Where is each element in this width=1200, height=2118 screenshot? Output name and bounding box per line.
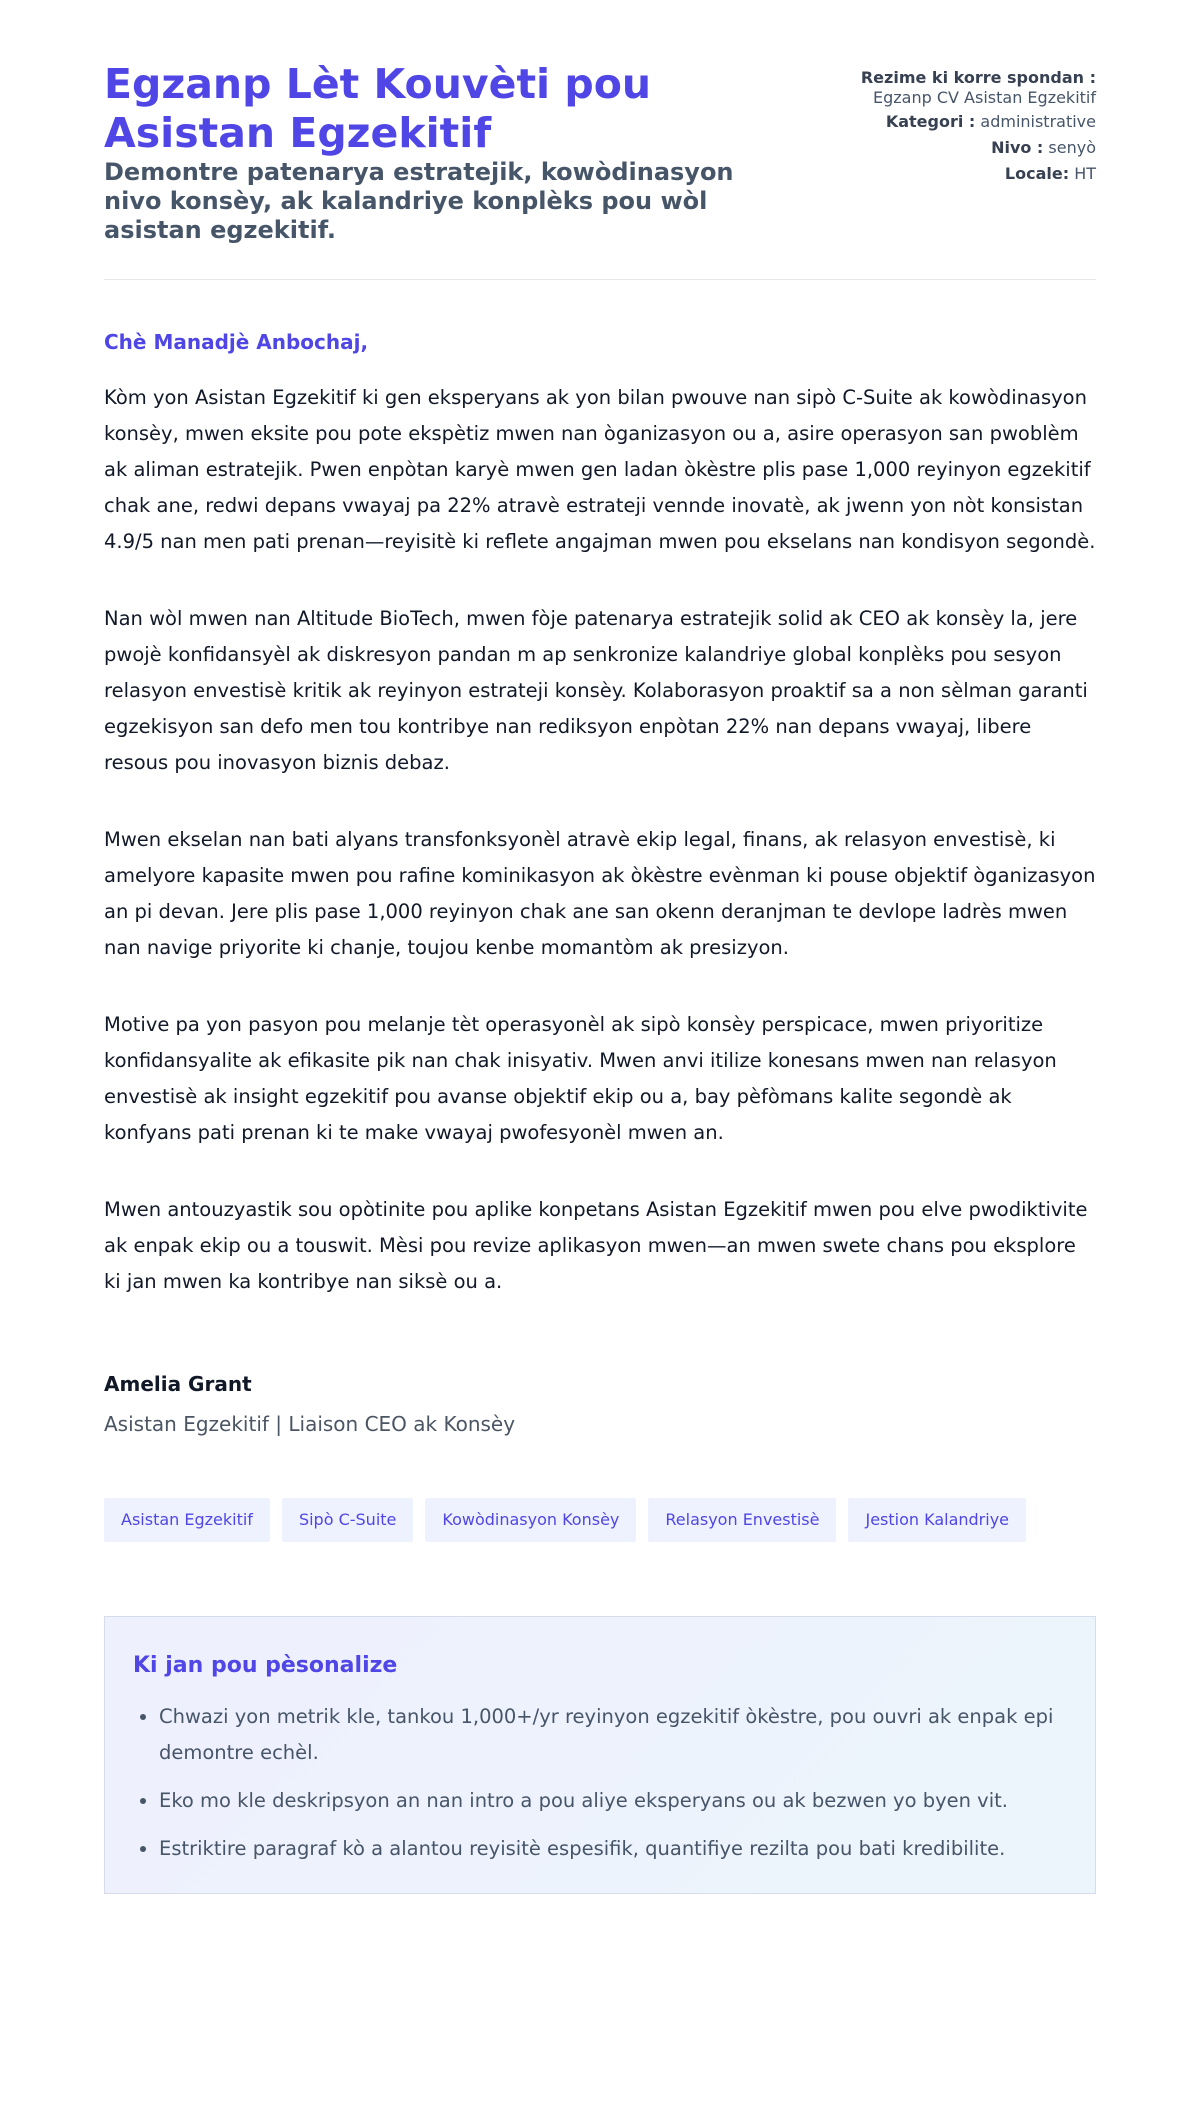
tips-list: [133, 1699, 1067, 1867]
tips-item: • Chwazi yon metrik kle, tankou 1,000+/yr reyinyon egzekitif òkèstre, pou ouvri ak enpak epi demontre echèl.: [159, 1699, 1067, 1771]
meta-level-label: Nivo :: [991, 138, 1044, 157]
meta-locale: [856, 164, 1096, 184]
tag: Kowòdinasyon Konsèy: [425, 1498, 636, 1542]
letter-paragraph: Mwen ekselan nan bati alyans transfonksyonèl atravè ekip legal, finans, ak relasyon envestisè, ki amelyore kapasite mwen pou rafine kominikasyon ak òkèstre evènman ki pouse objektif òganizasyon an pi devan. Jere plis pase 1,000 reyinyon chak ane san okenn deranjman te devlope ladrès mwen nan navige priyorite ki chanje, toujou kenbe momantòm ak presizyon.: [104, 828, 1096, 959]
meta-summary-label: Rezime ki korre spondan :: [860, 68, 1096, 87]
page-subtitle: Demontre patenarya estratejik, kowòdinasyon nivo konsèy, ak kalandriye konplèks pou wòl asistan egzekitif.: [104, 158, 734, 244]
title-block: [104, 60, 824, 245]
signature: [104, 1370, 1096, 1438]
tag-list: [104, 1498, 1096, 1542]
cover-letter-page: [104, 0, 1096, 1894]
letter-body: [104, 328, 1096, 1300]
page-title: Egzanp Lèt Kouvèti pou Asistan Egzekitif: [104, 60, 652, 157]
letter-paragraph: Kòm yon Asistan Egzekitif ki gen eksperyans ak yon bilan pwouve nan sipò C-Suite ak kowòdinasyon konsèy, mwen eksite pou pote ekspètiz mwen nan òganizasyon ou a, asire operasyon san pwoblèm ak aliman estratejik. Pwen enpòtan karyè mwen gen ladan òkèstre plis pase 1,000 reyinyon egzekitif chak ane, redwi depans vwayaj pa 22% atravè estrateji vennde inovatè, ak jwenn yon nòt konsistan 4.9/5 nan men pati prenan—reyisitè ki reflete angajman mwen pou ekselans nan kondisyon segondè.: [104, 386, 1096, 553]
meta-locale-label: Locale:: [1004, 164, 1070, 183]
signature-role: Asistan Egzekitif | Liaison CEO ak Konsèy: [104, 1412, 516, 1436]
meta-category-value: administrative: [980, 112, 1096, 131]
meta-category: [856, 112, 1096, 132]
page-header: [104, 60, 1096, 280]
meta-level: [856, 138, 1096, 158]
tips-item: • Eko mo kle deskripsyon an nan intro a pou aliye eksperyans ou ak bezwen yo byen vit.: [159, 1783, 1067, 1819]
tips-item: • Estriktire paragraf kò a alantou reyisitè espesifik, quantifiye rezilta pou bati kredibilite.: [159, 1831, 1067, 1867]
salutation: Chè Manadjè Anbochaj,: [104, 330, 369, 354]
tag: Jestion Kalandriye: [848, 1498, 1026, 1542]
meta-category-label: Kategori :: [885, 112, 976, 131]
meta-summary: [856, 68, 1096, 108]
tips-title: Ki jan pou pèsonalize: [133, 1653, 398, 1678]
letter-paragraph: Motive pa yon pasyon pou melanje tèt operasyonèl ak sipò konsèy perspicace, mwen priyoritize konfidansyalite ak efikasite pik nan chak inisyativ. Mwen anvi itilize konesans mwen nan relasyon envestisè ak insight egzekitif pou avanse objektif ekip ou a, bay pèfòmans kalite segondè ak konfyans pati prenan ki te make vwayaj pwofesyonèl mwen an.: [104, 1013, 1057, 1144]
meta-level-value: senyò: [1048, 138, 1096, 157]
tag: Asistan Egzekitif: [104, 1498, 270, 1542]
letter-paragraph: Mwen antouzyastik sou opòtinite pou aplike konpetans Asistan Egzekitif mwen pou elve pwodiktivite ak enpak ekip ou a touswit. Mèsi pou revize aplikasyon mwen—an mwen swete chans pou eksplore ki jan mwen ka kontribye nan siksè ou a.: [104, 1198, 1088, 1293]
letter-paragraph: Nan wòl mwen nan Altitude BioTech, mwen fòje patenarya estratejik solid ak CEO ak konsèy la, jere pwojè konfidansyèl ak diskresyon pandan m ap senkronize kalandriye global konplèks pou sesyon relasyon envestisè kritik ak reyinyon estrateji konsèy. Kolaborasyon proaktif sa a non sèlman garanti egzekisyon san defo men tou kontribye nan rediksyon enpòtan 22% nan depans vwayaj, libere resous pou inovasyon biznis debaz.: [104, 607, 1088, 774]
meta-summary-value: Egzanp CV Asistan Egzekitif: [873, 88, 1096, 107]
customization-tips: [104, 1616, 1096, 1894]
tag: Relasyon Envestisè: [648, 1498, 836, 1542]
meta-panel: [856, 60, 1096, 190]
meta-locale-value: HT: [1074, 164, 1096, 183]
signature-name: Amelia Grant: [104, 1372, 252, 1396]
tag: Sipò C-Suite: [282, 1498, 413, 1542]
